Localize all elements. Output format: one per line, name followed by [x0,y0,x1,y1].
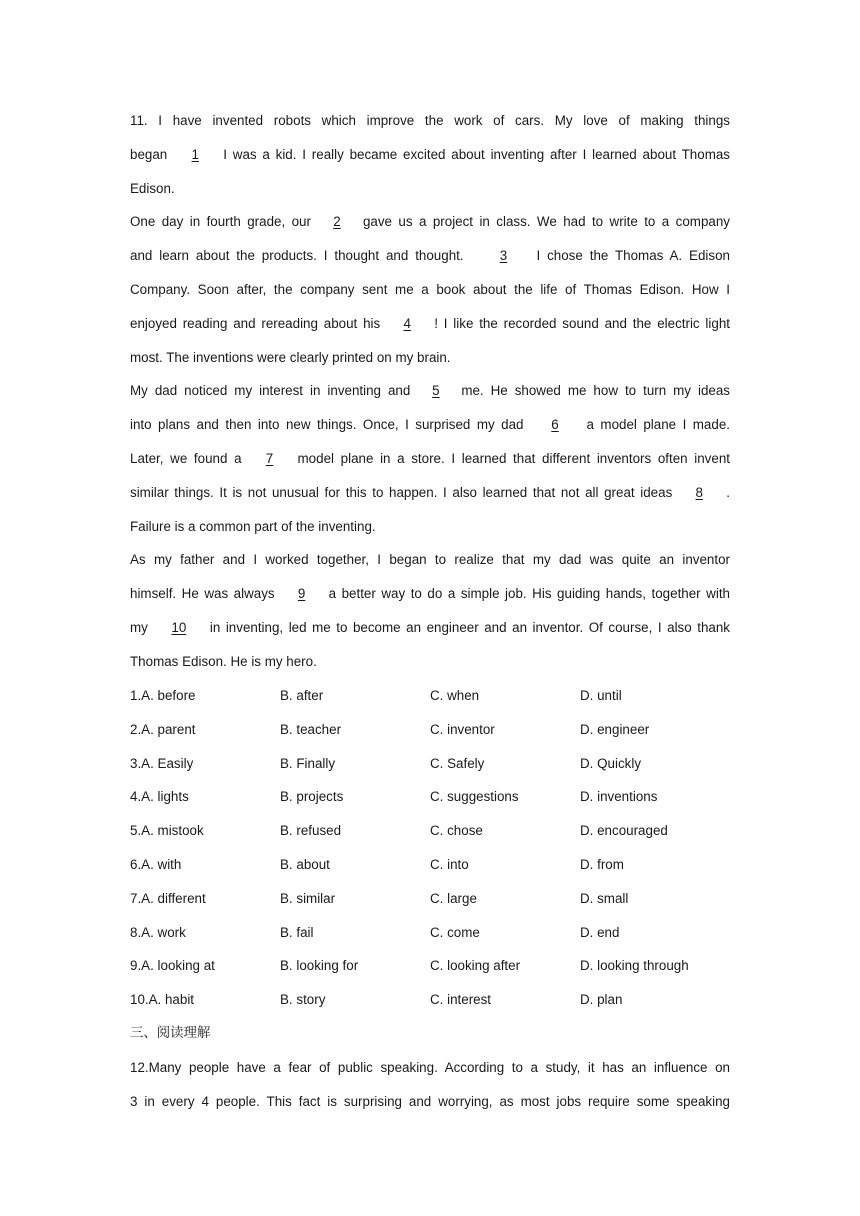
answer-options [130,679,730,1017]
option-d: D. small [580,890,629,906]
blank-6: 6 [551,417,559,433]
passage-line: enjoyed reading and rereading about his 4 ! I like the recorded sound and the electric light [130,307,730,341]
passage-line: most. The inventions were clearly printed on my brain. [130,349,451,365]
option-row [130,949,730,983]
option-b: B. story [280,992,326,1008]
option-d: D. looking through [580,958,689,974]
blank-5: 5 [432,383,440,399]
option-d: D. plan [580,992,623,1008]
option-c: C. into [430,856,469,872]
option-c: C. chose [430,823,483,839]
option-a: 1.A. before [130,688,196,703]
option-row [130,916,730,950]
option-a: 6.A. with [130,856,182,872]
blank-1: 1 [191,146,199,162]
option-c: C. suggestions [430,789,519,805]
passage-line: my 10 in inventing, led me to become an engineer and an inventor. Of course, I also thank [130,611,730,645]
option-b: B. refused [280,823,342,839]
option-row [130,882,730,916]
passage-line: himself. He was always 9 a better way to do a simple job. His guiding hands, together with [130,577,730,611]
cloze-passage [130,104,730,679]
passage-line: and learn about the products. I thought and thought. 3 I chose the Thomas A. Edison [130,239,730,273]
option-c: C. come [430,924,480,940]
option-a: 10.A. habit [130,992,195,1008]
option-b: B. teacher [280,721,342,737]
option-row [130,747,730,781]
option-c: C. inventor [430,721,495,737]
reading-line: 3 in every 4 people. This fact is surprising and worrying, as most jobs require some speaking [130,1093,730,1109]
option-b: B. projects [280,789,344,805]
blank-4: 4 [403,315,411,331]
option-b: B. looking for [280,958,359,974]
blank-3: 3 [499,248,508,264]
option-a: 8.A. work [130,924,186,940]
blank-7: 7 [265,450,274,466]
passage-line: Failure is a common part of the inventing. [130,518,376,534]
option-a: 2.A. parent [130,721,196,737]
passage-line: Edison. [130,180,175,196]
option-d: D. engineer [580,721,650,737]
option-d: D. Quickly [580,755,642,771]
option-row [130,679,730,713]
passage-line: Thomas Edison. He is my hero. [130,653,317,669]
option-b: B. Finally [280,755,336,771]
option-b: B. after [280,688,324,703]
option-a: 7.A. different [130,890,206,906]
passage-line: As my father and I worked together, I began to realize that my dad was quite an inventor [130,552,730,568]
section-heading: 三、阅读理解 [130,1026,211,1041]
passage-line: 11. I have invented robots which improve the work of cars. My love of making things [130,113,730,128]
option-c: C. interest [430,992,492,1008]
option-b: B. fail [280,924,314,940]
option-c: C. when [430,688,480,703]
option-d: D. inventions [580,789,658,805]
blank-9: 9 [297,586,306,602]
passage-line: began 1 I was a kid. I really became excited about inventing after I learned about Thomas [130,138,730,172]
reading-passage [130,1051,730,1119]
option-row [130,713,730,747]
option-d: D. until [580,688,622,703]
passage-line: My dad noticed my interest in inventing and 5 me. He showed me how to turn my ideas [130,374,730,408]
option-a: 9.A. looking at [130,958,215,974]
option-d: D. end [580,924,620,940]
option-c: C. large [430,890,477,906]
passage-line: similar things. It is not unusual for this to happen. I also learned that not all great ideas 8 . [130,476,730,510]
option-b: B. similar [280,890,336,906]
option-a: 3.A. Easily [130,755,194,771]
reading-line: 12.Many people have a fear of public speaking. According to a study, it has an influence on [130,1060,730,1075]
option-a: 5.A. mistook [130,823,204,839]
blank-2: 2 [333,214,341,230]
option-row [130,780,730,814]
blank-10: 10 [171,619,187,635]
option-row [130,814,730,848]
option-d: D. from [580,856,624,872]
option-row [130,848,730,882]
passage-line: Company. Soon after, the company sent me a book about the life of Thomas Edison. How I [130,281,730,297]
option-a: 4.A. lights [130,789,189,805]
option-c: C. looking after [430,958,521,974]
passage-line: into plans and then into new things. Once, I surprised my dad 6 a model plane I made. [130,408,730,442]
passage-line: One day in fourth grade, our 2 gave us a project in class. We had to write to a company [130,205,730,239]
blank-8: 8 [695,484,703,500]
passage-line: Later, we found a 7 model plane in a store. I learned that different inventors often invent [130,442,730,476]
option-b: B. about [280,856,330,872]
option-row [130,983,730,1017]
option-c: C. Safely [430,755,485,771]
option-d: D. encouraged [580,823,668,839]
